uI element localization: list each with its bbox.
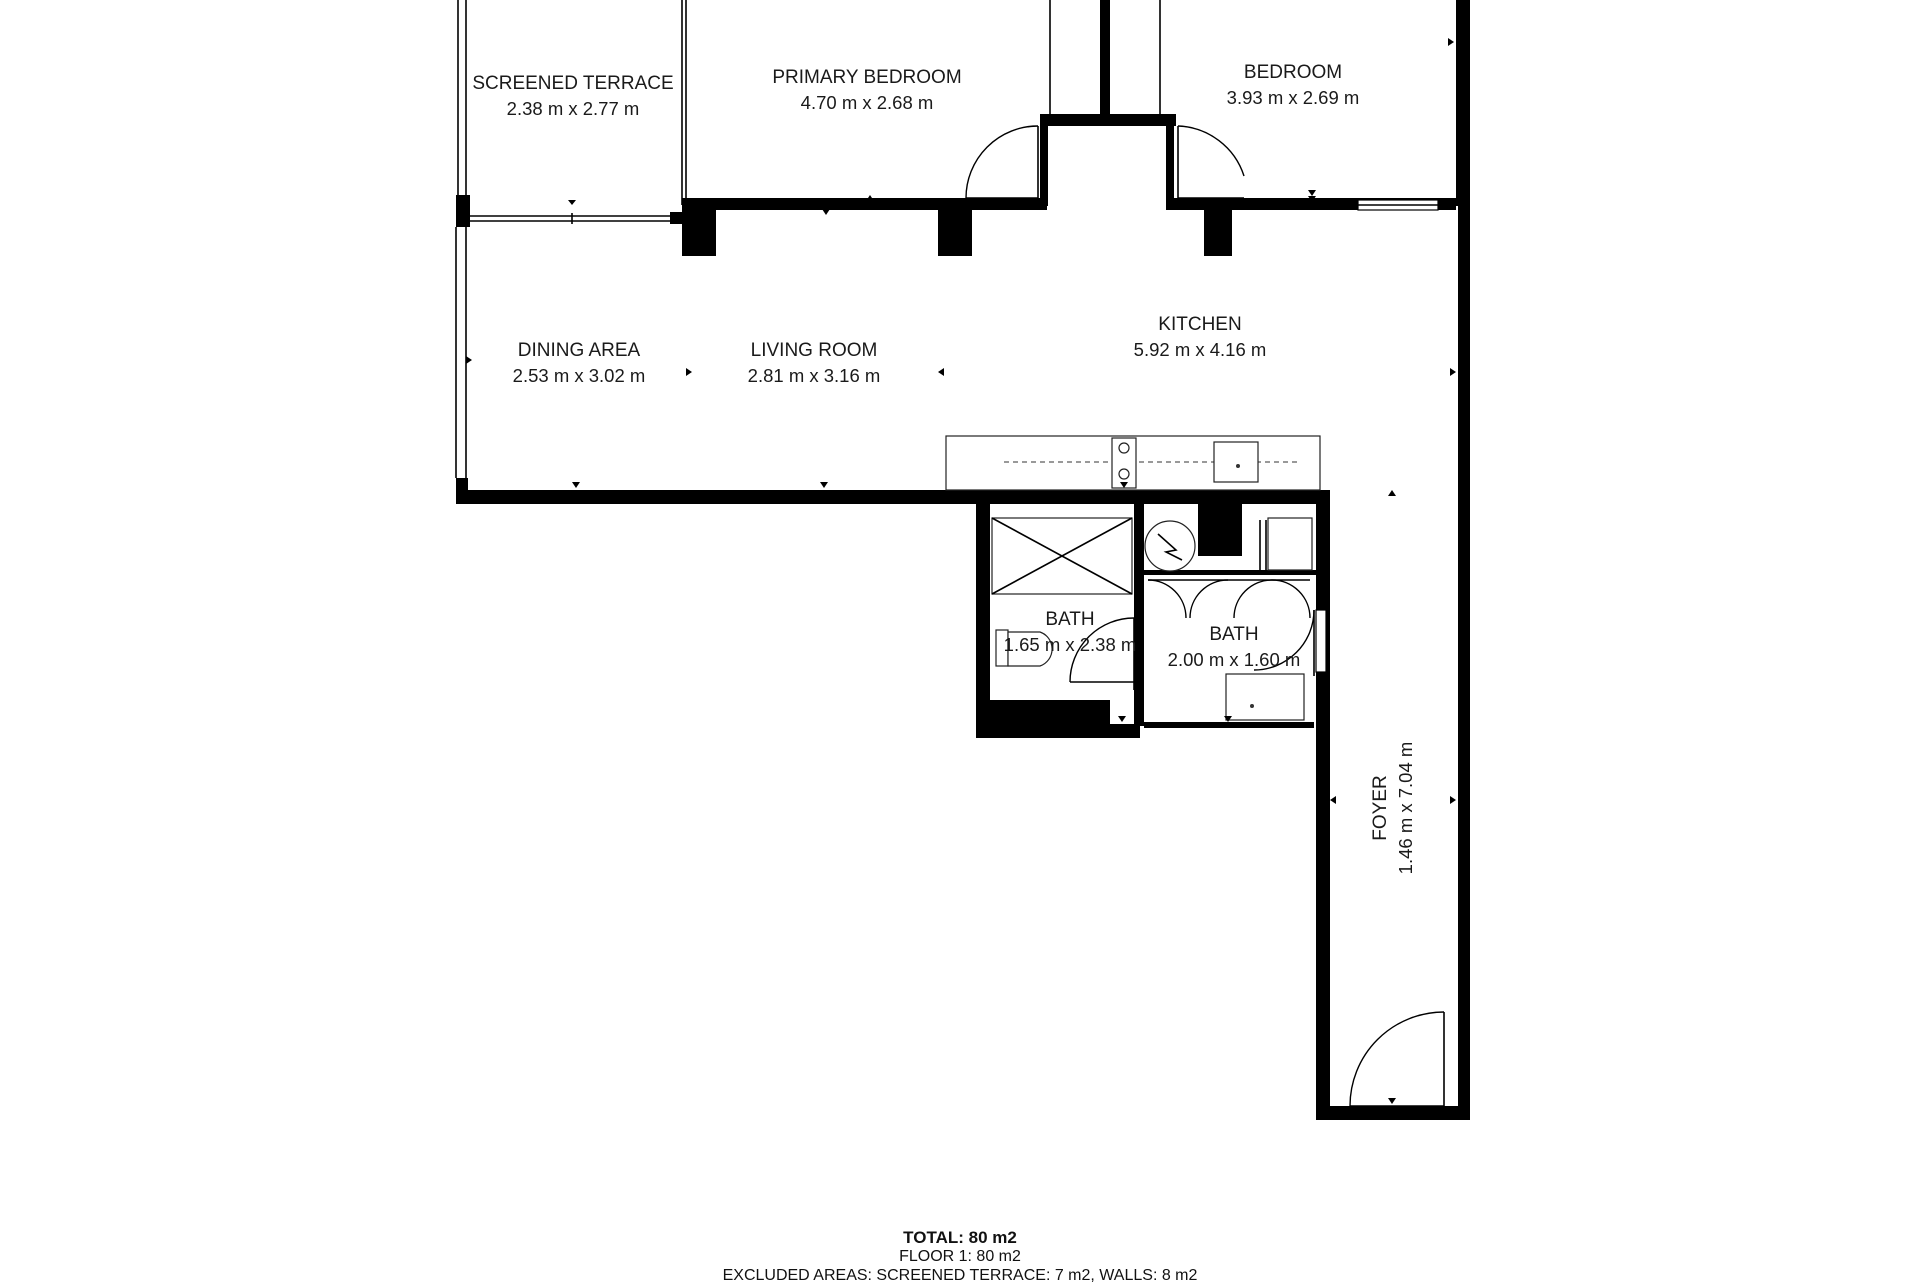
dining-window-wall — [456, 227, 466, 478]
doors — [966, 126, 1444, 1106]
room-dimensions: 2.53 m x 3.02 m — [512, 365, 646, 386]
room-name: SCREENED TERRACE — [472, 73, 674, 94]
total-area: TOTAL: 80 m2 — [903, 1228, 1017, 1247]
exterior-walls — [456, 0, 1470, 1120]
room-bath-2 — [1168, 624, 1301, 670]
bedroom-walls — [682, 0, 1456, 256]
room-name: KITCHEN — [1158, 314, 1242, 335]
room-dimensions: 3.93 m x 2.69 m — [1226, 87, 1360, 108]
room-name: PRIMARY BEDROOM — [772, 67, 962, 88]
room-name: BEDROOM — [1243, 62, 1343, 83]
room-dining-area — [513, 340, 646, 386]
room-name: FOYER — [1370, 775, 1391, 841]
room-living-room — [748, 340, 881, 386]
room-name: LIVING ROOM — [750, 340, 878, 361]
room-dimensions: 4.70 m x 2.68 m — [800, 92, 934, 113]
room-foyer — [1370, 742, 1416, 875]
room-name: BATH — [1209, 624, 1259, 645]
room-kitchen — [1134, 314, 1267, 360]
area-summary — [0, 1228, 1920, 1285]
room-dimensions: 2.81 m x 3.16 m — [747, 365, 881, 386]
room-dimensions: 2.38 m x 2.77 m — [506, 98, 640, 119]
room-dimensions: 1.65 m x 2.38 m — [1003, 634, 1137, 655]
room-name: DINING AREA — [517, 340, 641, 361]
room-primary-bedroom — [772, 67, 961, 113]
room-name: BATH — [1045, 609, 1095, 630]
room-dimensions: 5.92 m x 4.16 m — [1133, 339, 1267, 360]
room-screened-terrace — [472, 73, 673, 119]
room-bedroom — [1227, 62, 1360, 108]
excluded-areas: EXCLUDED AREAS: SCREENED TERRACE: 7 m2, WALLS: 8 m2 — [722, 1267, 1198, 1284]
floor-area: FLOOR 1: 80 m2 — [899, 1248, 1021, 1265]
kitchen-counter — [946, 436, 1320, 490]
bath-fixtures — [992, 518, 1312, 720]
room-dimensions: 2.00 m x 1.60 m — [1167, 649, 1301, 670]
room-dimensions: 1.46 m x 7.04 m — [1395, 741, 1416, 875]
